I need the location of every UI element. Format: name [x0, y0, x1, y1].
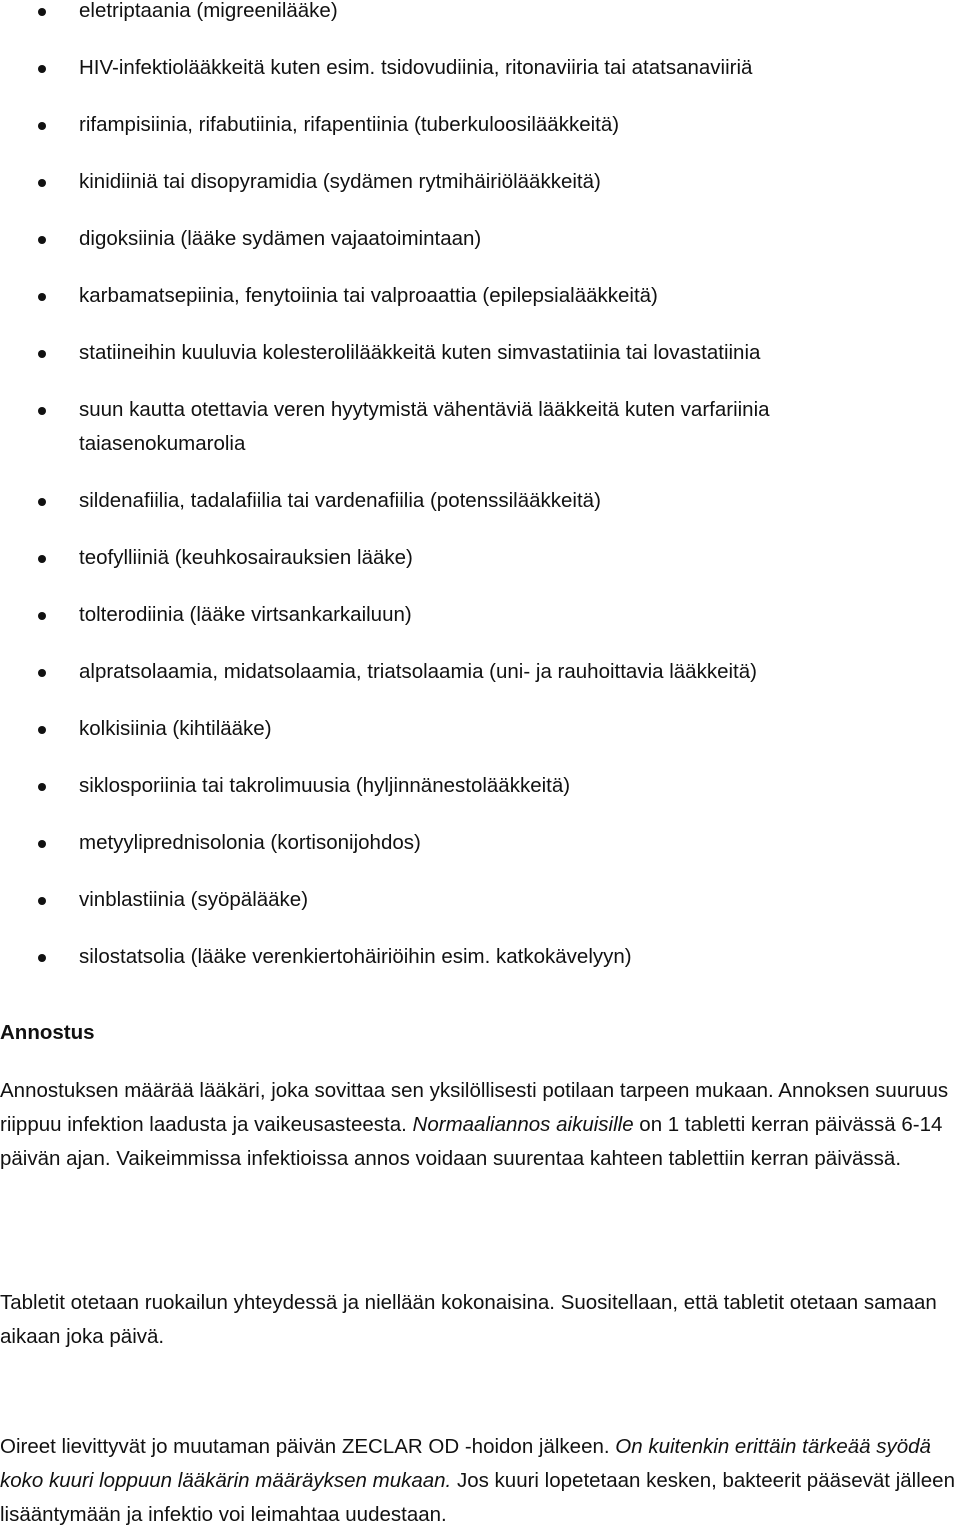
bullet-icon [38, 407, 46, 415]
bullet-icon [38, 8, 46, 16]
bullet-icon [38, 555, 46, 563]
list-item: siklosporiinia tai takrolimuusia (hyljinnänestolääkkeitä) [0, 769, 960, 803]
bullet-icon [38, 122, 46, 130]
list-item: eletriptaania (migreenilääke) [0, 0, 960, 28]
list-item: sildenafiilia, tadalafiilia tai vardenafiilia (potenssilääkkeitä) [0, 484, 960, 518]
list-item: kolkisiinia (kihtilääke) [0, 712, 960, 746]
bullet-icon [38, 954, 46, 962]
bullet-icon [38, 726, 46, 734]
list-item: suun kautta otettavia veren hyytymistä vähentäviä lääkkeitä kuten varfariinia taiasenokumarolia [0, 393, 960, 461]
bullet-icon [38, 669, 46, 677]
dosage-paragraph: Annostuksen määrää lääkäri, joka sovittaa sen yksilöllisesti potilaan tarpeen mukaan. Annoksen suuruus riippuu infektion laadusta ja vaikeusasteesta. Normaaliannos aikuisille on 1 tabletti kerran päivässä 6-14 päivän ajan. Vaikeimmissa infektioissa annos voidaan suurentaa kahteen tablettiin kerran päivässä. [0, 1079, 949, 1170]
bullet-icon [38, 65, 46, 73]
list-item: karbamatsepiinia, fenytoiinia tai valproaattia (epilepsialääkkeitä) [0, 279, 960, 313]
list-item: tolterodiinia (lääke virtsankarkailuun) [0, 598, 960, 632]
bullet-icon [38, 350, 46, 358]
bullet-icon [38, 783, 46, 791]
list-item: HIV-infektiolääkkeitä kuten esim. tsidovudiinia, ritonaviiria tai atatsanaviiriä [0, 51, 960, 85]
list-item: rifampisiinia, rifabutiinia, rifapentiinia (tuberkuloosilääkkeitä) [0, 108, 960, 142]
list-item: metyyliprednisolonia (kortisonijohdos) [0, 826, 960, 860]
list-item: statiineihin kuuluvia kolesterolilääkkeitä kuten simvastatiinia tai lovastatiinia [0, 336, 960, 370]
tablet-instructions-paragraph: Tabletit otetaan ruokailun yhteydessä ja niellään kokonaisina. Suositellaan, että tabletit otetaan samaan aikaan joka päivä. [0, 1291, 937, 1348]
bullet-icon [38, 293, 46, 301]
course-paragraph: Oireet lievittyvät jo muutaman päivän ZECLAR OD -hoidon jälkeen. On kuitenkin erittäin tärkeää syödä koko kuuri loppuun lääkärin määräyksen mukaan. Jos kuuri lopetetaan kesken, bakteerit pääsevät jälleen lisääntymään ja infektio voi leimahtaa uudestaan. [0, 1435, 955, 1526]
list-item: silostatsolia (lääke verenkiertohäiriöihin esim. katkokävelyyn) [0, 940, 960, 974]
bullet-icon [38, 179, 46, 187]
bullet-icon [38, 236, 46, 244]
list-item: teofylliiniä (keuhkosairauksien lääke) [0, 541, 960, 575]
list-item: digoksiinia (lääke sydämen vajaatoimintaan) [0, 222, 960, 256]
section-heading: Annostus [0, 1021, 95, 1044]
bullet-icon [38, 498, 46, 506]
list-item: vinblastiinia (syöpälääke) [0, 883, 960, 917]
bullet-icon [38, 612, 46, 620]
list-item: alpratsolaamia, midatsolaamia, triatsolaamia (uni- ja rauhoittavia lääkkeitä) [0, 655, 960, 689]
bullet-icon [38, 897, 46, 905]
list-item: kinidiiniä tai disopyramidia (sydämen rytmihäiriölääkkeitä) [0, 165, 960, 199]
bullet-icon [38, 840, 46, 848]
